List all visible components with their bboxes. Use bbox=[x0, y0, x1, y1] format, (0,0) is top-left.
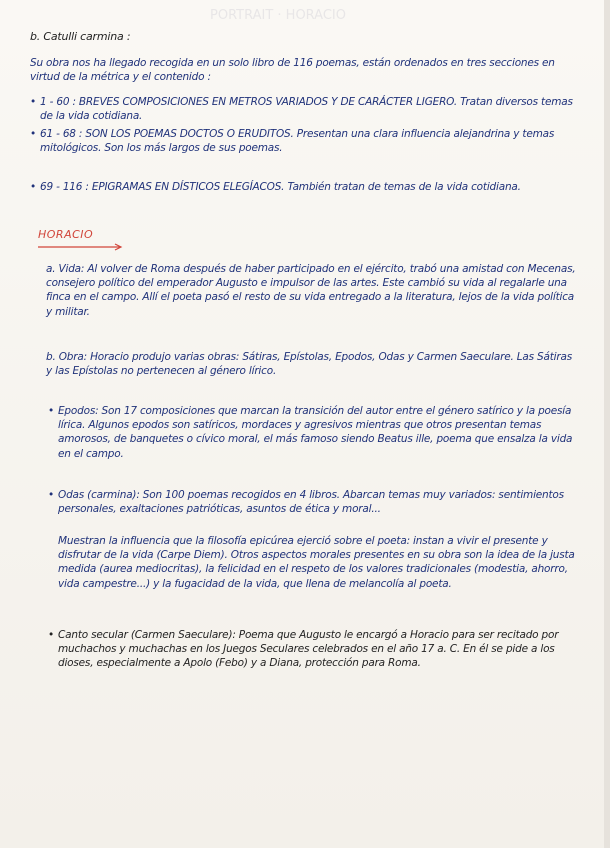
bleed-through-text: PORTRAIT · HORACIO bbox=[210, 8, 346, 23]
catulli-item-1: • 1 - 60 : BREVES COMPOSICIONES EN METROS VARIADOS Y DE CARÁCTER LIGERO. Tratan diversos temas de la vida cotidiana. bbox=[40, 95, 578, 123]
obra-paragraph: b. Obra: Horacio produjo varias obras: Sátiras, Epístolas, Epodos, Odas y Carmen Saeculare. Las Sátiras y las Epístolas no pertenecen al género lírico. bbox=[46, 351, 572, 378]
epodos-item: • Epodos: Son 17 composiciones que marcan la transición del autor entre el género satírico y la poesía lírica. Algunos epodos son satíricos, mordaces y agresivos mientras que otros presentan temas amorosos, de banquetes o cívico moral, el más famoso siendo Beatus ille, poema que ensalza la vida en el campo. bbox=[58, 404, 578, 461]
red-arrow-icon bbox=[38, 243, 124, 251]
catulli-item-3: • 69 - 116 : EPIGRAMAS EN DÍSTICOS ELEGÍACOS. También tratan de temas de la vida cotidiana. bbox=[40, 180, 578, 194]
odas-item: • Odas (carmina): Son 100 poemas recogidos en 4 libros. Abarcan temas muy variados: sentimientos personales, exaltaciones patrióticas, asuntos de ética y moral... bbox=[58, 488, 578, 516]
catulli-intro: Su obra nos ha llegado recogida en un solo libro de 116 poemas, están ordenados en tres secciones en virtud de la métrica y el contenido : bbox=[30, 57, 555, 84]
catulli-heading: b. Catulli carmina : bbox=[30, 30, 131, 43]
catulli-item-2: • 61 - 68 : SON LOS POEMAS DOCTOS O ERUDITOS. Presentan una clara influencia alejandrina y temas mitológicos. Son los más largos de sus poemas. bbox=[40, 127, 578, 155]
odas-continuation: Muestran la influencia que la filosofía epicúrea ejerció sobre el poeta: instan a vivir el presente y disfrutar de la vida (Carpe Diem). Otros aspectos morales presentes en su obra son la idea de la justa medida (aurea mediocritas), la felicidad en el respeto de los valores tradicionales (modestia, ahorro, vida campestre...) y la fugacidad de la vida, que llena de melancolía al poeta. bbox=[58, 535, 575, 590]
horacio-title: HORACIO bbox=[38, 228, 94, 241]
canto-secular-item: • Canto secular (Carmen Saeculare): Poema que Augusto le encargó a Horacio para ser recitado por muchachos y muchachas en los Juegos Seculares celebrados en el año 17 a. C. En él se pide a los dioses, especialmente a Apolo (Febo) y a Diana, protección para Roma. bbox=[58, 628, 578, 671]
vida-paragraph: a. Vida: Al volver de Roma después de haber participado en el ejército, trabó una amistad con Mecenas, consejero político del emperador Augusto e impulsor de las artes. Este cambió su vida al regalarle una finca en el campo. Allí el poeta pasó el resto de su vida entregado a la literatura, lejos de la vida política y militar. bbox=[46, 263, 576, 318]
